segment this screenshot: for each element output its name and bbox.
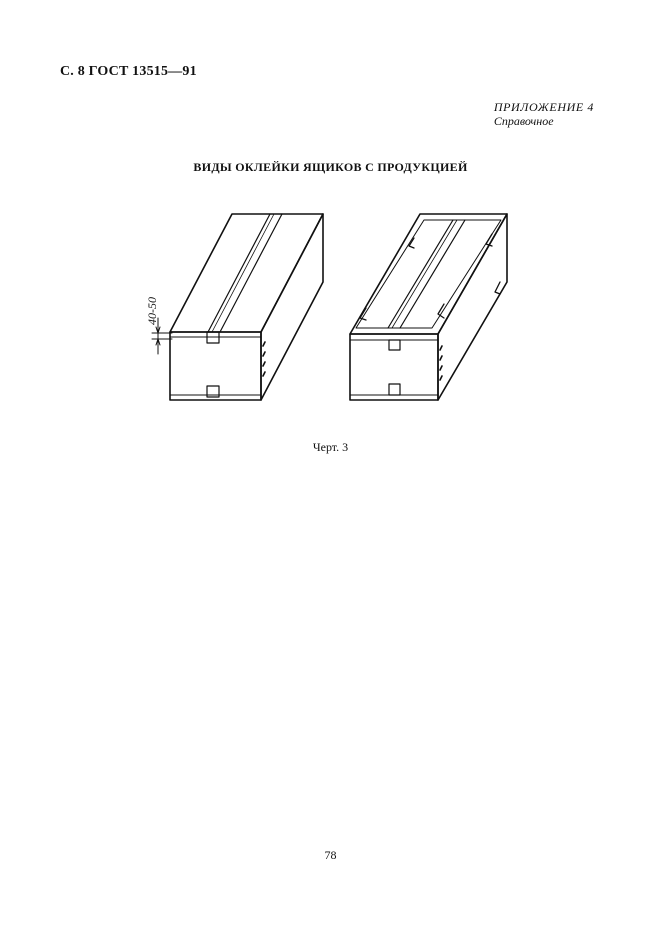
right-box-tape-edge: [400, 220, 465, 328]
left-box-tape-edge: [208, 214, 270, 332]
appendix-subtitle: Справочное: [493, 114, 554, 128]
section-heading: ВИДЫ ОКЛЕЙКИ ЯЩИКОВ С ПРОДУКЦИЕЙ: [193, 160, 468, 174]
right-box-drawing: [350, 214, 507, 400]
right-box-tape-centerline: [392, 220, 457, 328]
appendix-label: [494, 100, 594, 128]
appendix-title: ПРИЛОЖЕНИЕ 4: [493, 100, 594, 114]
left-box-tape-centerline: [212, 214, 274, 332]
right-box-side-face: [438, 214, 507, 400]
right-box-front-face: [350, 334, 438, 400]
right-box-tape-border: [356, 220, 501, 328]
page-number: 78: [324, 848, 337, 862]
left-box-front-face: [170, 332, 261, 400]
right-box-top-face: [350, 214, 507, 334]
figure-caption: Черт. 3: [312, 440, 349, 454]
left-box-tape-edge: [220, 214, 282, 332]
left-box-side-face: [261, 214, 323, 400]
left-box-drawing: [152, 214, 323, 400]
page-header: С. 8 ГОСТ 13515—91: [60, 64, 197, 79]
right-box-tape-tab: [389, 384, 400, 395]
left-box-side-dashes: [263, 342, 265, 376]
right-box-tape-tab: [389, 340, 400, 350]
right-box-tape-edge: [388, 220, 453, 328]
dimension-label: 40-50: [145, 297, 159, 325]
left-box-top-face: [170, 214, 323, 332]
box-taping-figure: [130, 200, 530, 410]
right-box-side-dashes: [440, 346, 442, 380]
